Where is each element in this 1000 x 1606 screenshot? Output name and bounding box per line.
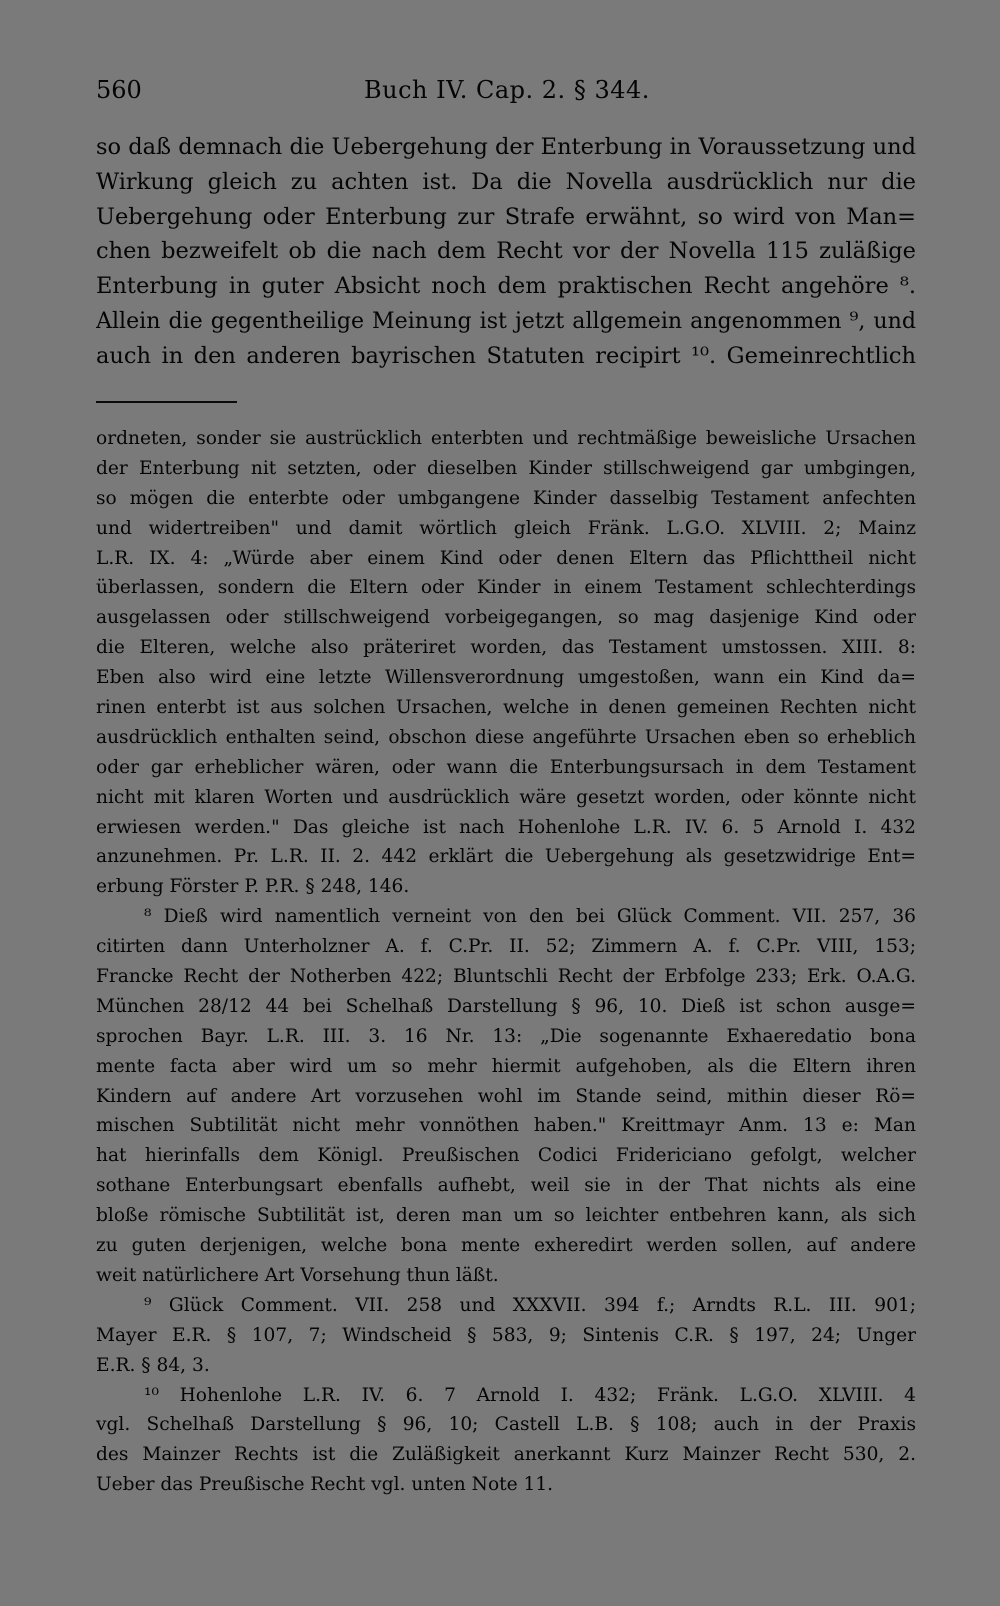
footnote-line: sprochen Bayr. L.R. III. 3. 16 Nr. 13: „Die sogenannte Exhaeredatio bona [96, 1025, 916, 1047]
footnote-10-line: ¹⁰ Hohenlohe L.R. IV. 6. 7 Arnold I. 432; Fränk. L.G.O. XLVIII. 4 [144, 1384, 916, 1406]
footnote-line: überlassen, sondern die Eltern oder Kinder in einem Testament schlechterdings [96, 577, 916, 599]
footnote-line: nicht mit klaren Worten und ausdrücklich wäre gesetzt worden, oder könnte nicht [96, 786, 916, 808]
footnote-line: oder gar erheblicher wären, oder wann die Enterbungsursach in dem Testament [96, 756, 916, 778]
footnotes [96, 424, 916, 1500]
footnote-line: Mayer E.R. § 107, 7; Windscheid § 583, 9; Sintenis C.R. § 197, 24; Unger [96, 1324, 916, 1346]
footnote-line: anzunehmen. Pr. L.R. II. 2. 442 erklärt die Uebergehung als gesetzwidrige Ent= [96, 846, 916, 868]
main-text [96, 130, 916, 374]
footnote-line: mente facta aber wird um so mehr hiermit aufgehoben, als die Eltern ihren [96, 1055, 916, 1077]
text-line: auch in den anderen bayrischen Statuten recipirt ¹⁰. Gemeinrechtlich [96, 342, 916, 369]
footnote-line: der Enterbung nit setzten, oder dieselben Kinder stillschweigend gar umbgingen, [96, 457, 916, 479]
text-line: so daß demnach die Uebergehung der Enterbung in Voraussetzung und [96, 134, 916, 160]
text-line: chen bezweifelt ob die nach dem Recht vor der Novella 115 zuläßige [96, 238, 916, 265]
text-line: Wirkung gleich zu achten ist. Da die Novella ausdrücklich nur die [96, 168, 916, 195]
footnote-line: München 28/12 44 bei Schelhaß Darstellung § 96, 10. Dieß ist schon ausge= [96, 995, 916, 1017]
footnote-line: citirten dann Unterholzner A. f. C.Pr. II. 52; Zimmern A. f. C.Pr. VIII, 153; [96, 936, 916, 958]
footnote-line: erwiesen werden." Das gleiche ist nach Hohenlohe L.R. IV. 6. 5 Arnold I. 432 [96, 816, 916, 838]
footnote-line: so mögen die enterbte oder umbgangene Kinder dasselbig Testament anfechten [96, 487, 916, 509]
footnote-line: ausdrücklich enthalten seind, obschon diese angeführte Ursachen eben so erheblich [96, 726, 916, 748]
footnote-8-line: ⁸ Dieß wird namentlich verneint von den bei Glück Comment. VII. 257, 36 [144, 906, 916, 928]
footnote-line: mischen Subtilität nicht mehr vonnöthen haben." Kreittmayr Anm. 13 e: Man [96, 1115, 916, 1137]
footnote-line: weit natürlichere Art Vorsehung thun läßt. [96, 1264, 499, 1286]
footnote-line: Kindern auf andere Art vorzusehen wohl im Stande seind, mithin dieser Rö= [96, 1085, 916, 1107]
footnote-line: rinen enterbt ist aus solchen Ursachen, welche in denen gemeinen Rechten nicht [96, 697, 916, 719]
footnote-line: Eben also wird eine letzte Willensverordnung umgestoßen, wann ein Kind da= [96, 667, 916, 689]
footnote-line: und widertreiben" und damit wörtlich gleich Fränk. L.G.O. XLVIII. 2; Mainz [96, 517, 916, 539]
running-head: Buch IV. Cap. 2. § 344. [364, 76, 650, 104]
footnote-line: erbung Förster P. P.R. § 248, 146. [96, 876, 410, 898]
footnote-line: bloße römische Subtilität ist, deren man um so leichter entbehren kann, als sich [96, 1205, 916, 1227]
footnote-line: Francke Recht der Notherben 422; Bluntschli Recht der Erbfolge 233; Erk. O.A.G. [96, 966, 916, 988]
footnote-9-line: ⁹ Glück Comment. VII. 258 und XXXVII. 394 f.; Arndts R.L. III. 901; [144, 1294, 916, 1316]
footnote-line: vgl. Schelhaß Darstellung § 96, 10; Castell L.B. § 108; auch in der Praxis [96, 1414, 916, 1436]
page-number: 560 [96, 76, 142, 104]
footnote-line: des Mainzer Rechts ist die Zuläßigkeit anerkannt Kurz Mainzer Recht 530, 2. [96, 1444, 916, 1466]
text-line: Allein die gegentheilige Meinung ist jetzt allgemein angenommen ⁹, und [96, 307, 916, 334]
footnote-line: E.R. § 84, 3. [96, 1354, 210, 1376]
footnote-line: die Elteren, welche also präteriret worden, das Testament umstossen. XIII. 8: [96, 637, 916, 659]
footnote-separator [96, 401, 237, 403]
footnote-line: Ueber das Preußische Recht vgl. unten Note 11. [96, 1474, 554, 1496]
footnote-line: ordneten, sonder sie austrücklich enterbten und rechtmäßige beweisliche Ursachen [96, 428, 916, 449]
text-line: Uebergehung oder Enterbung zur Strafe erwähnt, so wird von Man= [96, 203, 916, 230]
footnote-line: hat hierinfalls dem Königl. Preußischen Codici Fridericiano gefolgt, welcher [96, 1145, 916, 1167]
footnote-line: L.R. IX. 4: „Würde aber einem Kind oder denen Eltern das Pflichttheil nicht [96, 547, 916, 569]
footnote-line: ausgelassen oder stillschweigend vorbeigegangen, so mag dasjenige Kind oder [96, 607, 916, 629]
footnote-line: zu guten derjenigen, welche bona mente exheredirt werden sollen, auf andere [96, 1235, 916, 1257]
footnote-line: sothane Enterbungsart ebenfalls aufhebt, weil sie in der That nichts als eine [96, 1175, 916, 1197]
page-header [96, 70, 916, 110]
text-line: Enterbung in guter Absicht noch dem praktischen Recht angehöre ⁸. [96, 273, 916, 300]
